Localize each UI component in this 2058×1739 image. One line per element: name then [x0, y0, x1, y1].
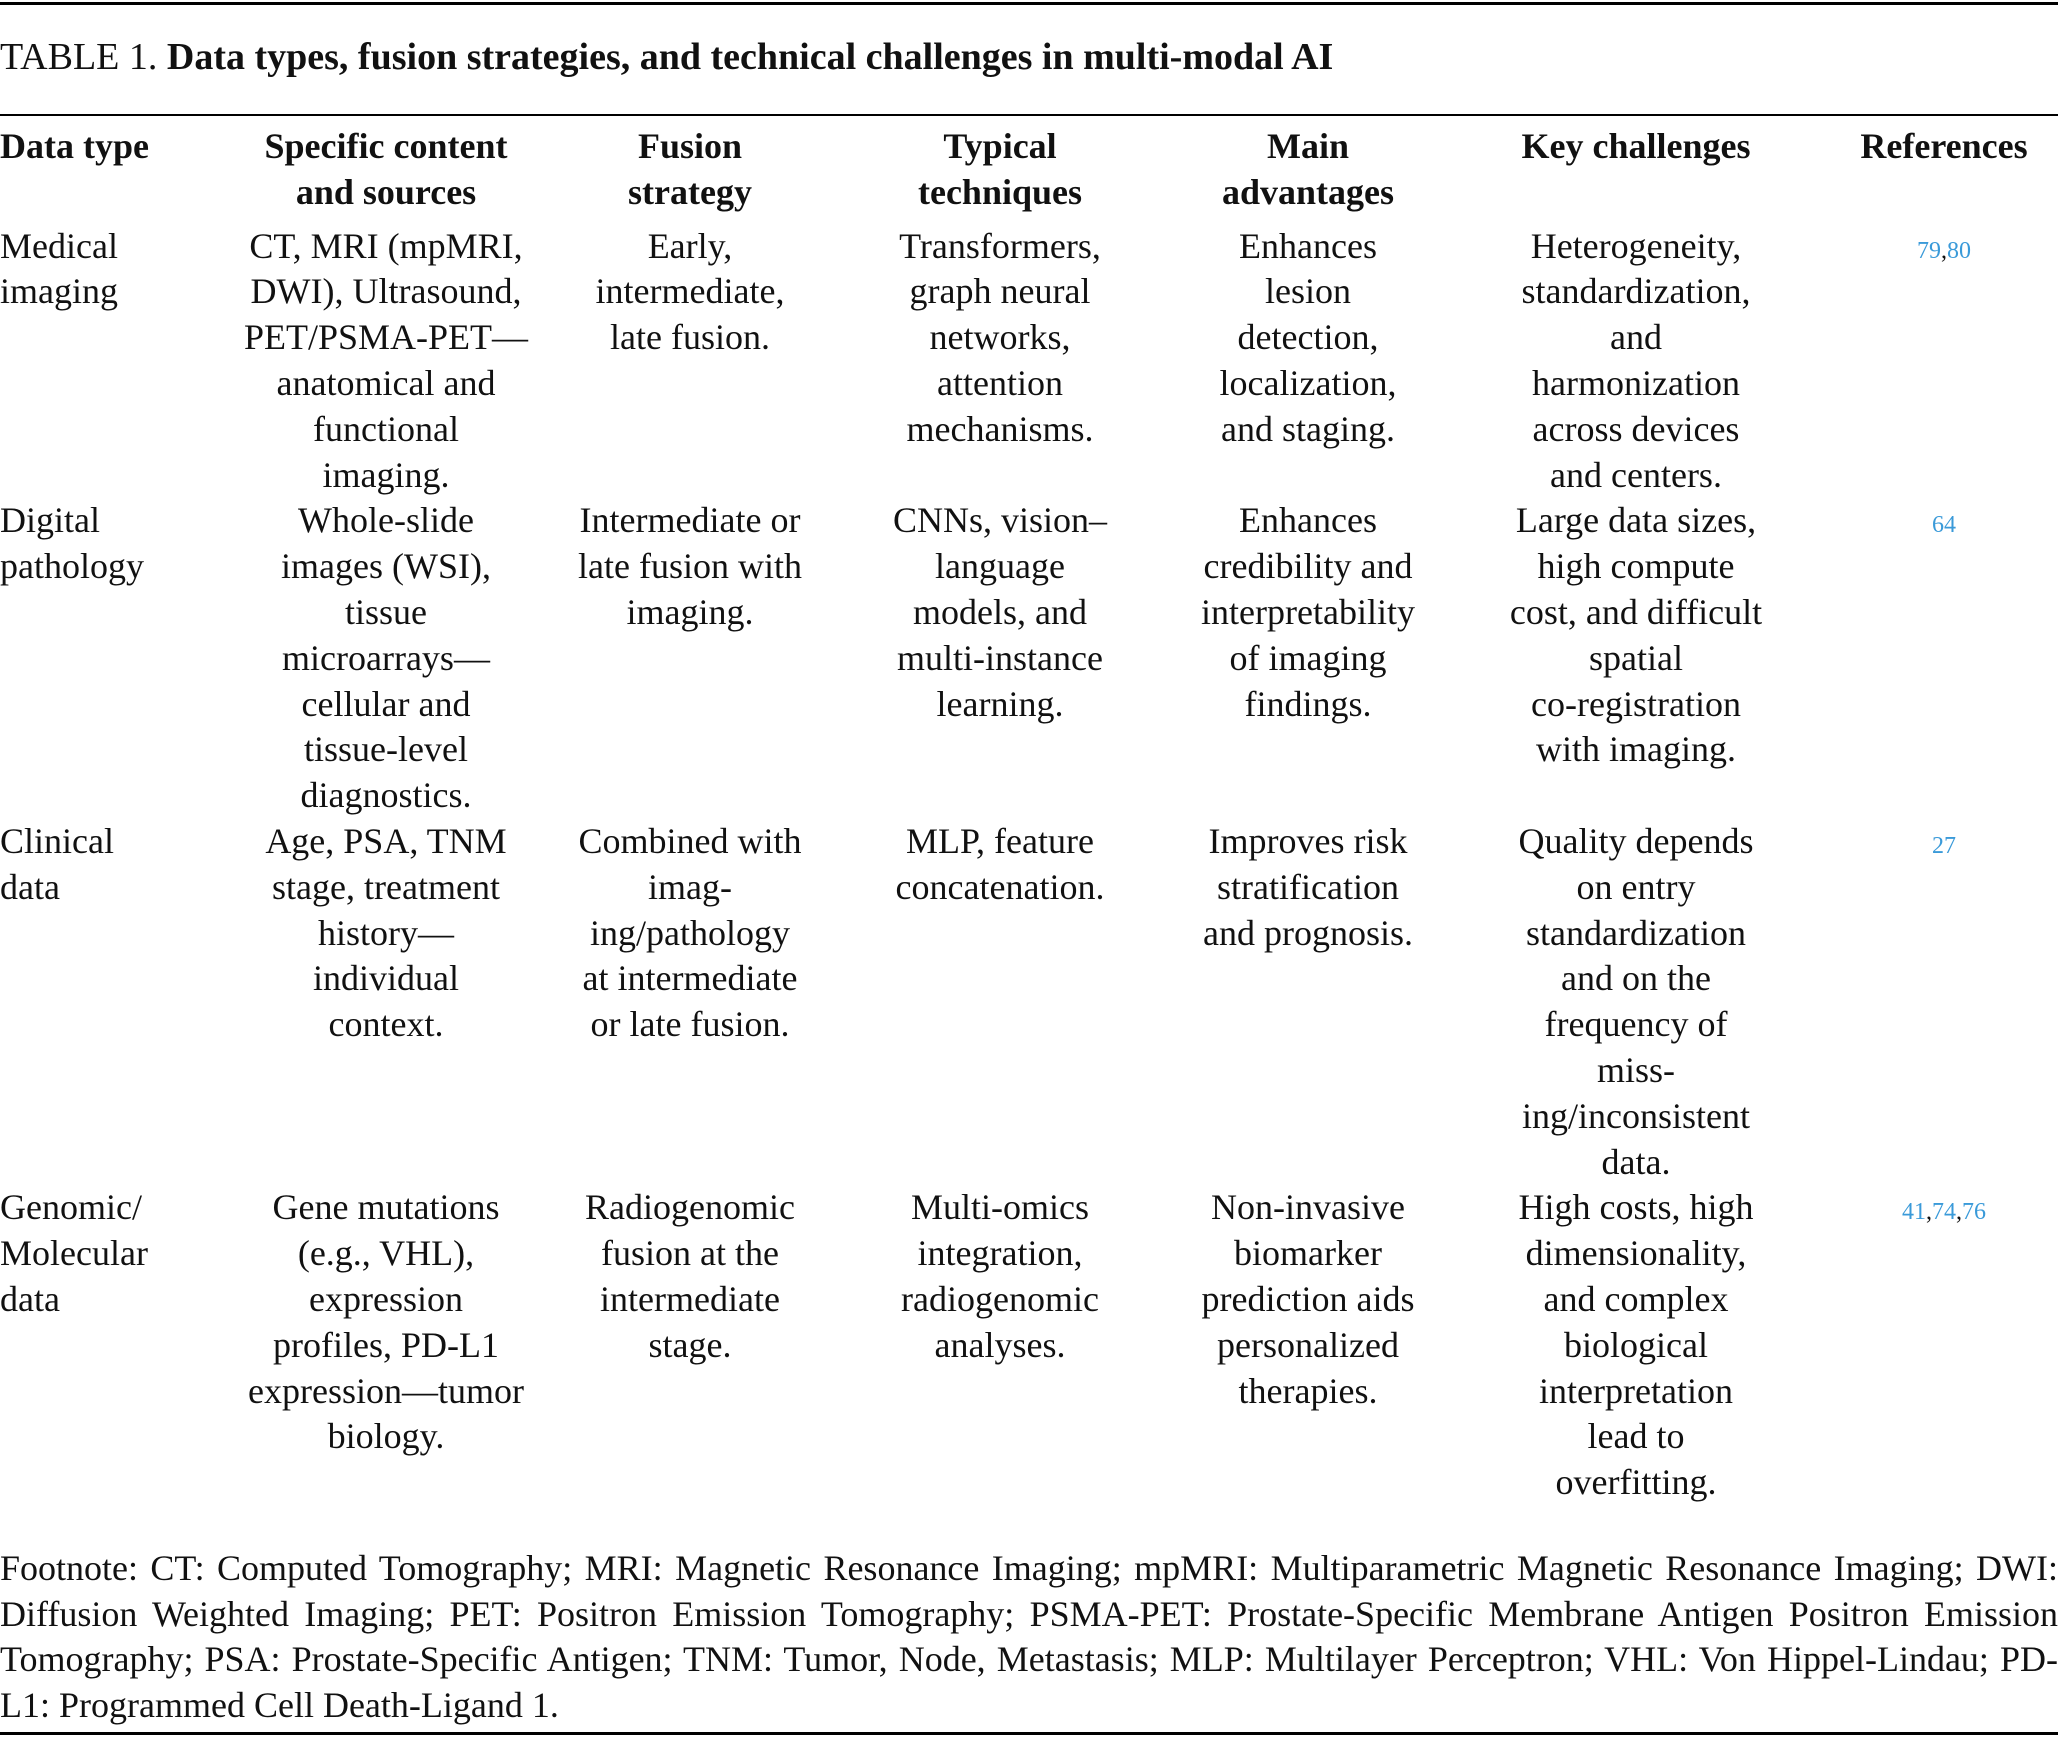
data-table: [0, 124, 2058, 1506]
cell-line: late fusion.: [610, 317, 770, 358]
cell-techniques: [826, 819, 1174, 1185]
cell-line: high compute: [1537, 546, 1735, 587]
cell-line: strategy: [628, 171, 752, 212]
cell-line: DWI), Ultrasound,: [250, 271, 522, 312]
cell-line: imaging.: [626, 591, 754, 632]
reference-separator: ,: [1926, 1199, 1932, 1226]
cell-line: data: [0, 866, 60, 907]
cell-line: pathology: [0, 546, 144, 587]
cell-line: Combined with: [578, 820, 802, 861]
cell-line: Early,: [647, 225, 733, 266]
header-rule: [0, 114, 2058, 116]
cell-challenges: [1442, 498, 1830, 819]
reference-link[interactable]: 80: [1947, 237, 1971, 264]
cell-line: mechanisms.: [906, 408, 1094, 449]
cell-content: [218, 1185, 554, 1506]
cell-line: data.: [1601, 1141, 1671, 1182]
cell-line: Gene mutations: [272, 1187, 500, 1228]
cell-line: co-registration: [1531, 683, 1741, 724]
cell-line: (e.g., VHL),: [297, 1233, 475, 1274]
reference-link[interactable]: 64: [1932, 512, 1956, 539]
cell-line: images (WSI),: [281, 546, 491, 587]
cell-line: ing/inconsistent: [1522, 1095, 1750, 1136]
header-data-type: [0, 124, 218, 224]
cell-line: at intermediate: [582, 958, 798, 999]
cell-fusion: [554, 224, 826, 499]
cell-line: High costs, high: [1518, 1187, 1754, 1228]
cell-line: and on the: [1561, 958, 1711, 999]
cell-line: advantages: [1221, 171, 1395, 212]
reference-link[interactable]: 79: [1917, 237, 1941, 264]
cell-line: References: [1860, 126, 2028, 166]
reference-link[interactable]: 74: [1932, 1199, 1956, 1226]
table-body: [0, 224, 2058, 1506]
cell-line: Digital: [0, 500, 100, 541]
top-rule: [0, 2, 2058, 5]
cell-line: Main: [1266, 126, 1349, 166]
cell-line: Improves risk: [1208, 820, 1408, 861]
cell-line: across devices: [1532, 408, 1740, 449]
cell-line: credibility and: [1203, 546, 1413, 587]
cell-line: stratification: [1217, 866, 1399, 907]
cell-line: biological: [1564, 1324, 1708, 1365]
cell-line: Enhances: [1239, 500, 1377, 541]
cell-line: models, and: [913, 591, 1087, 632]
cell-line: techniques: [917, 171, 1083, 212]
cell-line: tissue: [344, 591, 427, 632]
cell-line: standardization: [1526, 912, 1746, 953]
cell-line: concatenation.: [895, 866, 1105, 907]
cell-line: functional: [313, 408, 459, 449]
table-row: [0, 1185, 2058, 1506]
cell-line: findings.: [1244, 683, 1372, 724]
cell-data-type: [0, 498, 218, 819]
cell-line: Fusion: [637, 126, 743, 166]
cell-line: Age, PSA, TNM: [265, 820, 507, 861]
cell-line: imag-: [648, 866, 732, 907]
cell-line: of imaging: [1229, 637, 1387, 678]
cell-line: ing/pathology: [590, 912, 790, 953]
cell-line: history—: [317, 912, 454, 953]
cell-line: multi-instance: [897, 637, 1103, 678]
cell-line: imaging: [0, 271, 118, 312]
cell-line: Large data sizes,: [1515, 500, 1757, 541]
cell-line: tissue-level: [304, 729, 468, 770]
header-fusion: [554, 124, 826, 224]
cell-line: interpretability: [1201, 591, 1415, 632]
reference-link[interactable]: 76: [1962, 1199, 1986, 1226]
cell-line: Heterogeneity,: [1530, 225, 1742, 266]
cell-line: graph neural: [909, 271, 1091, 312]
caption-title: Data types, fusion strategies, and technical challenges in multi-modal AI: [166, 36, 1334, 78]
table-row: [0, 224, 2058, 499]
cell-advantages: [1174, 819, 1442, 1185]
cell-line: intermediate: [600, 1278, 780, 1319]
cell-line: attention: [937, 362, 1063, 403]
cell-line: dimensionality,: [1525, 1233, 1747, 1274]
header-row: [0, 124, 2058, 224]
cell-advantages: [1174, 498, 1442, 819]
cell-line: Radiogenomic: [585, 1187, 795, 1228]
cell-challenges: [1442, 1185, 1830, 1506]
cell-line: integration,: [917, 1233, 1083, 1274]
cell-line: and staging.: [1221, 408, 1395, 449]
cell-line: miss-: [1596, 1049, 1675, 1090]
cell-line: therapies.: [1238, 1370, 1378, 1411]
reference-separator: ,: [1941, 237, 1947, 264]
cell-line: Typical: [943, 126, 1057, 166]
cell-line: Enhances: [1239, 225, 1377, 266]
cell-fusion: [554, 819, 826, 1185]
caption-label: TABLE 1.: [0, 36, 158, 78]
cell-line: localization,: [1219, 362, 1397, 403]
cell-line: frequency of: [1544, 1004, 1728, 1045]
cell-line: Molecular: [0, 1233, 148, 1274]
cell-line: PET/PSMA-PET—: [243, 317, 529, 358]
header-challenges: [1442, 124, 1830, 224]
cell-line: and prognosis.: [1203, 912, 1413, 953]
cell-line: biology.: [327, 1416, 445, 1457]
reference-link[interactable]: 27: [1932, 832, 1956, 859]
cell-references: [1830, 498, 2058, 819]
cell-line: and: [1610, 317, 1662, 358]
cell-line: and complex: [1543, 1278, 1729, 1319]
table-caption: [0, 34, 2058, 80]
cell-line: Whole-slide: [298, 500, 474, 541]
cell-line: Genomic/: [0, 1187, 142, 1228]
cell-line: detection,: [1237, 317, 1379, 358]
cell-advantages: [1174, 224, 1442, 499]
cell-line: imaging.: [322, 454, 450, 495]
table-footnote: Footnote: CT: Computed Tomography; MRI: Magnetic Resonance Imaging; mpMRI: Multiparametric Magnetic Resonance Imaging; DWI: Diffusion Weighted Imaging; PET: Positron Emission Tomography; PSMA-PET: Prostate-Specific Membrane Antigen Positron Emission Tomography; PSA: Prostate-Specific Antigen; TNM: Tumor, Node, Metastasis; MLP: Multilayer Perceptron; VHL: Von Hippel-Lindau; PD-L1: Programmed Cell Death-Ligand 1.: [0, 1548, 2058, 1725]
cell-content: [218, 224, 554, 499]
cell-line: language: [935, 546, 1065, 587]
cell-line: spatial: [1589, 637, 1683, 678]
cell-data-type: [0, 1185, 218, 1506]
cell-line: Transformers,: [899, 225, 1101, 266]
bottom-rule: [0, 1732, 2058, 1735]
cell-references: [1830, 224, 2058, 499]
cell-line: overfitting.: [1555, 1462, 1717, 1503]
cell-line: profiles, PD-L1: [273, 1324, 499, 1365]
cell-techniques: [826, 1185, 1174, 1506]
cell-line: prediction aids: [1201, 1278, 1415, 1319]
cell-data-type: [0, 224, 218, 499]
cell-line: personalized: [1217, 1324, 1399, 1365]
cell-line: Medical: [0, 225, 118, 266]
cell-techniques: [826, 224, 1174, 499]
cell-line: and sources: [295, 171, 477, 212]
cell-line: with imaging.: [1536, 729, 1736, 770]
reference-link[interactable]: 41: [1902, 1199, 1926, 1226]
cell-line: interpretation: [1539, 1370, 1733, 1411]
cell-line: and centers.: [1550, 454, 1722, 495]
cell-line: Specific content: [264, 126, 508, 166]
cell-line: analyses.: [934, 1324, 1066, 1365]
cell-line: stage, treatment: [272, 866, 500, 907]
cell-line: networks,: [929, 317, 1071, 358]
cell-line: cellular and: [301, 683, 471, 724]
cell-line: Key challenges: [1521, 126, 1751, 166]
cell-line: CNNs, vision–: [892, 500, 1108, 541]
cell-line: microarrays—: [282, 637, 490, 678]
cell-line: biomarker: [1234, 1233, 1382, 1274]
cell-line: cost, and difficult: [1509, 591, 1763, 632]
cell-references: [1830, 1185, 2058, 1506]
cell-challenges: [1442, 819, 1830, 1185]
cell-line: MLP, feature: [906, 820, 1094, 861]
cell-fusion: [554, 1185, 826, 1506]
cell-line: expression—tumor: [248, 1370, 524, 1411]
table-row: [0, 819, 2058, 1185]
cell-line: diagnostics.: [300, 775, 472, 816]
cell-line: standardization,: [1521, 271, 1751, 312]
header-references: [1830, 124, 2058, 224]
cell-line: Clinical: [0, 820, 114, 861]
reference-separator: ,: [1956, 1199, 1962, 1226]
cell-line: learning.: [936, 683, 1064, 724]
cell-line: CT, MRI (mpMRI,: [249, 225, 523, 266]
cell-line: stage.: [648, 1324, 732, 1365]
cell-line: Intermediate or: [579, 500, 801, 541]
cell-line: expression: [309, 1278, 463, 1319]
cell-line: Data type: [0, 126, 149, 166]
cell-line: late fusion with: [578, 546, 802, 587]
cell-line: harmonization: [1532, 362, 1740, 403]
cell-line: Quality depends: [1518, 820, 1754, 861]
cell-line: individual: [313, 958, 459, 999]
cell-line: anatomical and: [276, 362, 496, 403]
cell-content: [218, 498, 554, 819]
header-techniques: [826, 124, 1174, 224]
header-content: [218, 124, 554, 224]
cell-line: radiogenomic: [901, 1278, 1099, 1319]
cell-line: on entry: [1576, 866, 1696, 907]
cell-line: intermediate,: [595, 271, 785, 312]
cell-line: fusion at the: [601, 1233, 779, 1274]
cell-line: lesion: [1265, 271, 1351, 312]
cell-line: data: [0, 1278, 60, 1319]
table-header: [0, 124, 2058, 224]
cell-advantages: [1174, 1185, 1442, 1506]
cell-line: or late fusion.: [590, 1004, 790, 1045]
cell-references: [1830, 819, 2058, 1185]
cell-line: lead to: [1587, 1416, 1685, 1457]
cell-techniques: [826, 498, 1174, 819]
cell-challenges: [1442, 224, 1830, 499]
cell-fusion: [554, 498, 826, 819]
table-row: [0, 498, 2058, 819]
cell-line: Multi-omics: [911, 1187, 1089, 1228]
cell-line: context.: [328, 1004, 444, 1045]
cell-data-type: [0, 819, 218, 1185]
header-advantages: [1174, 124, 1442, 224]
cell-content: [218, 819, 554, 1185]
cell-line: Non-invasive: [1211, 1187, 1405, 1228]
